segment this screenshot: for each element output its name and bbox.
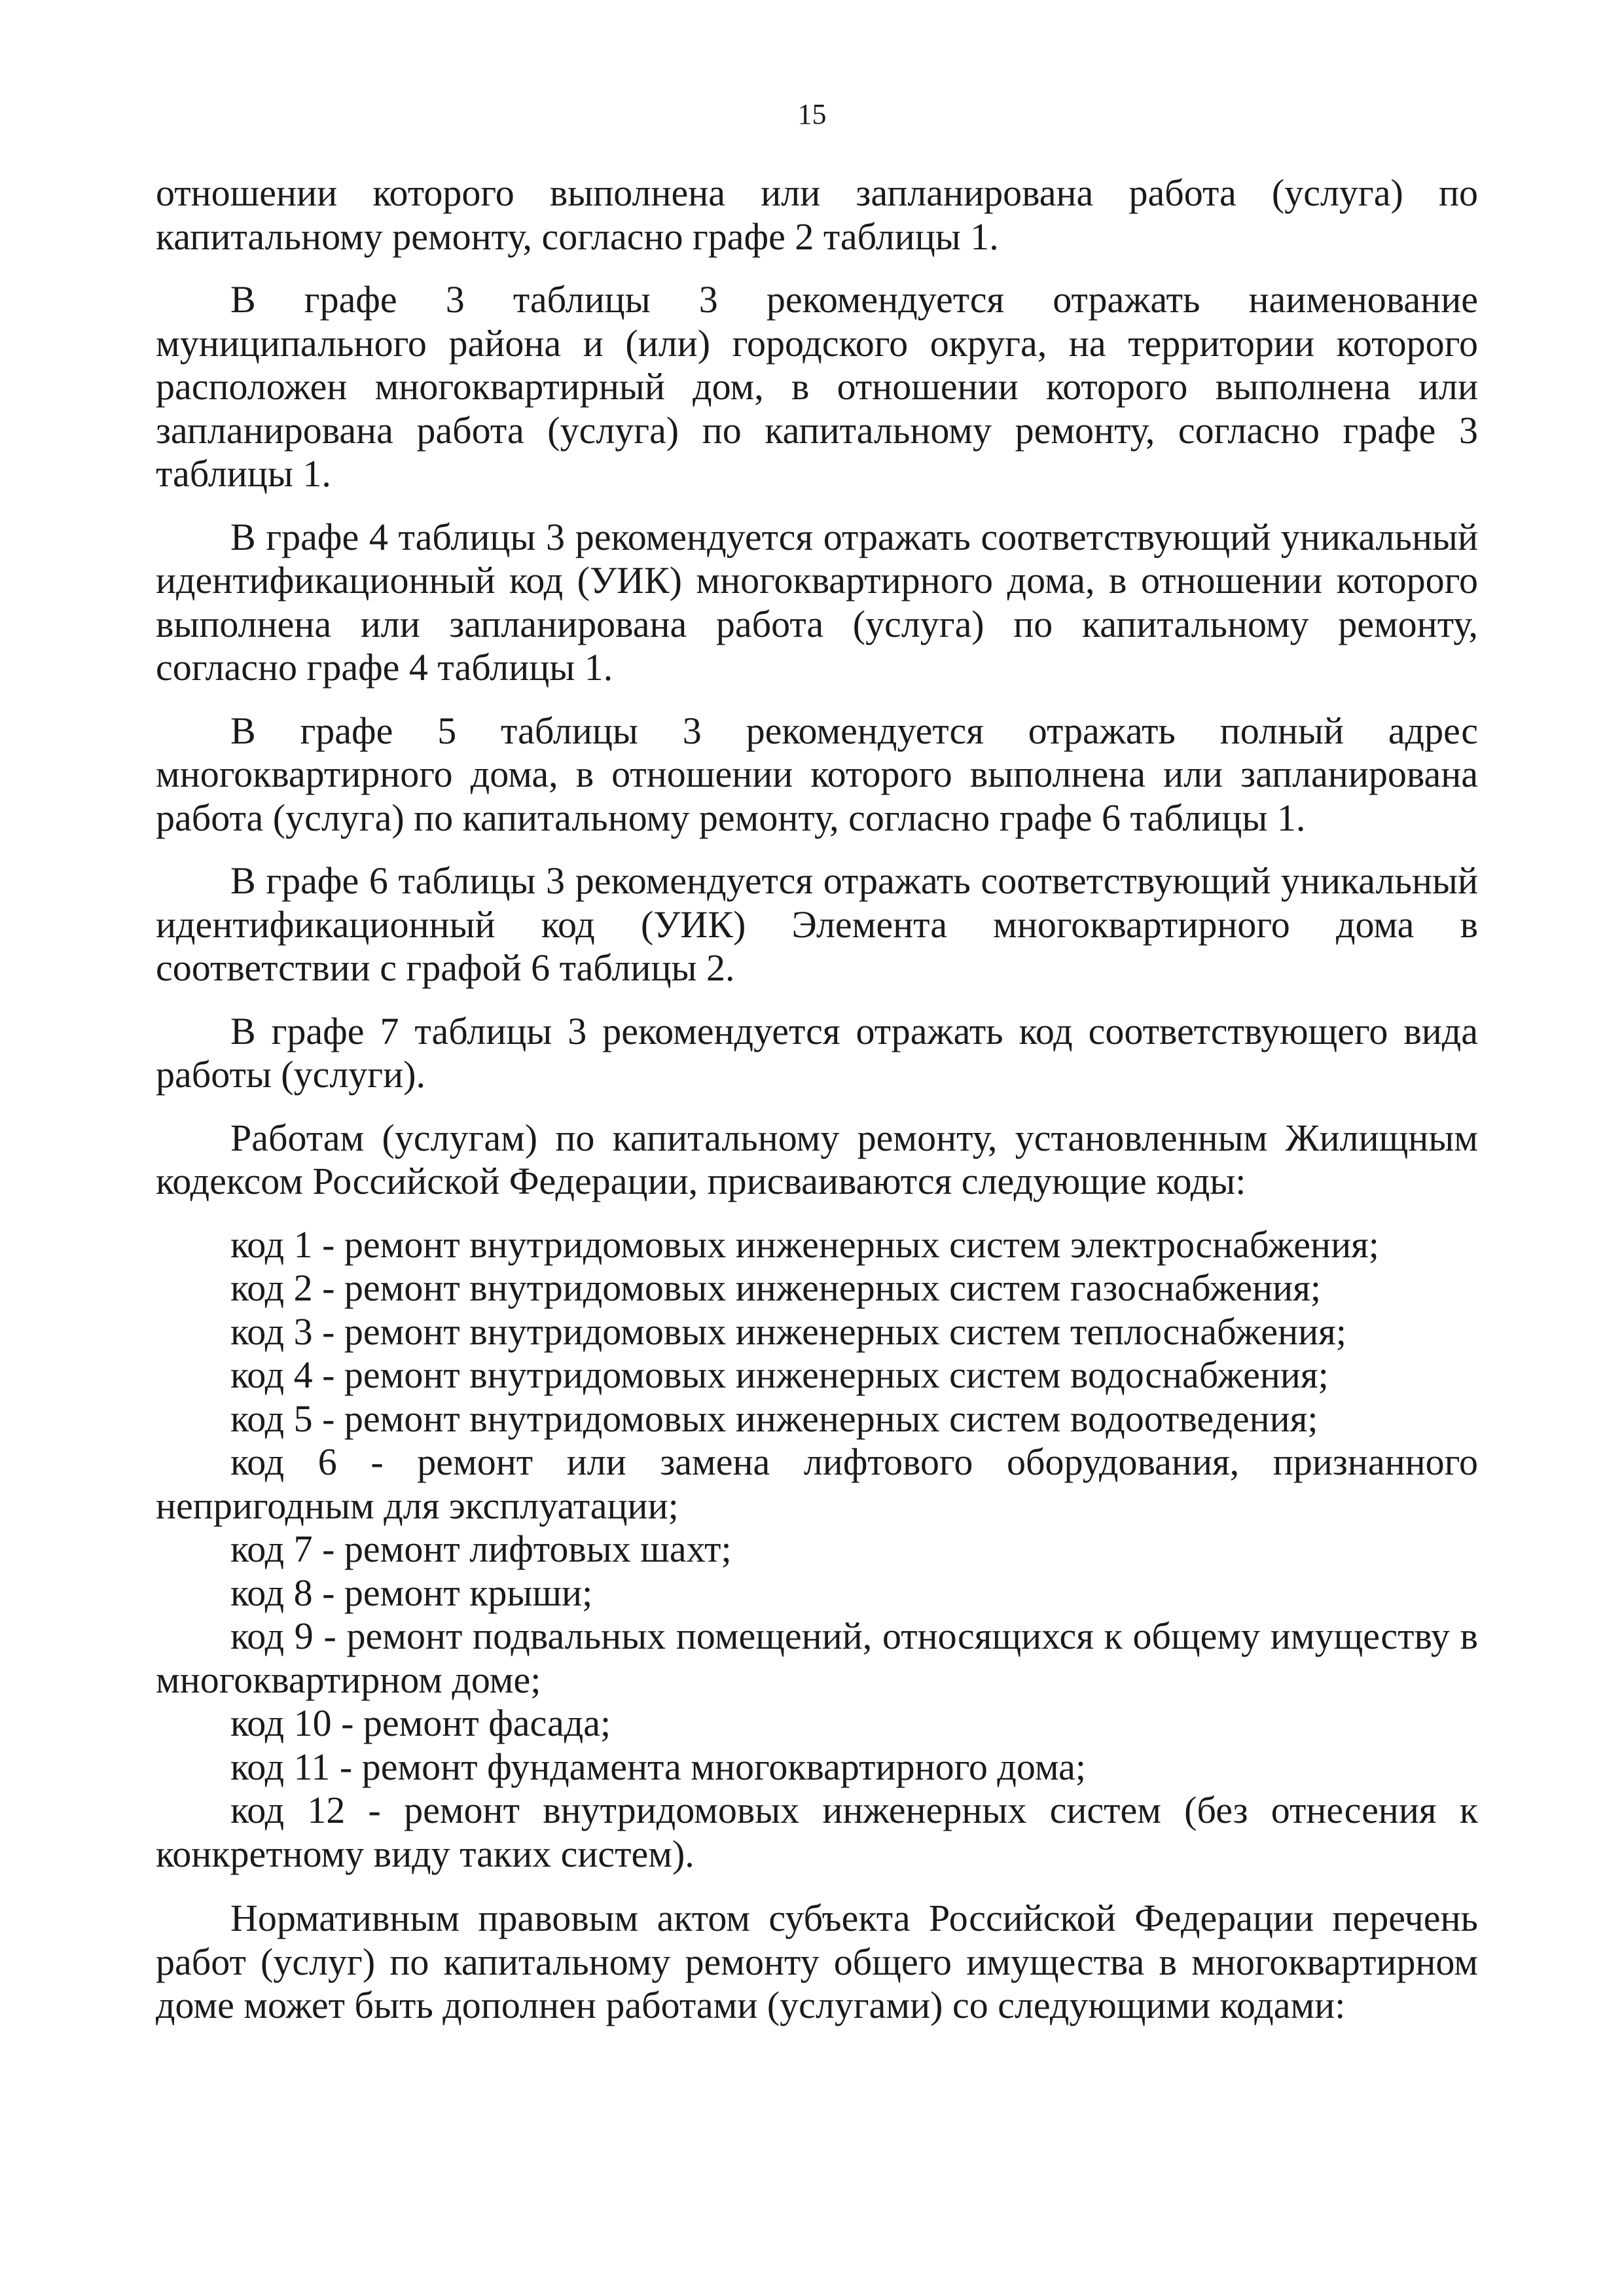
code-item: код 3 - ремонт внутридомовых инженерных систем теплоснабжения;: [230, 1310, 1346, 1353]
code-item: код 7 - ремонт лифтовых шахт;: [230, 1528, 732, 1570]
document-body: [156, 171, 1478, 2047]
paragraph-column-6: В графе 6 таблицы 3 рекомендуется отражать соответствующий уникальный идентификационный код (УИК) Элемента многоквартирного дома в соответствии с графой 6 таблицы 2.: [156, 859, 1478, 989]
code-item: код 12 - ремонт внутридомовых инженерных систем (без отнесения к конкретному виду таких систем).: [156, 1789, 1478, 1875]
code-item: код 4 - ремонт внутридомовых инженерных систем водоснабжения;: [230, 1354, 1329, 1396]
work-codes-list: [156, 1223, 1478, 1876]
paragraph-column-4: В графе 4 таблицы 3 рекомендуется отражать соответствующий уникальный идентификационный код (УИК) многоквартирного дома, в отношении которого выполнена или запланирована работа (услуга) по капитальному ремонту, согласно графе 4 таблицы 1.: [156, 515, 1478, 689]
code-item: код 10 - ремонт фасада;: [230, 1702, 611, 1744]
code-item: код 1 - ремонт внутридомовых инженерных систем электроснабжения;: [230, 1223, 1379, 1266]
code-item: код 9 - ремонт подвальных помещений, относящихся к общему имуществу в многоквартирном доме;: [156, 1615, 1478, 1701]
paragraph-additional-codes: Нормативным правовым актом субъекта Российской Федерации перечень работ (услуг) по капитальному ремонту общего имущества в многоквартирном доме может быть дополнен работами (услугами) со следующими кодами:: [156, 1897, 1478, 2026]
code-item: код 2 - ремонт внутридомовых инженерных систем газоснабжения;: [230, 1266, 1321, 1309]
paragraph-column-3: В графе 3 таблицы 3 рекомендуется отражать наименование муниципального района и (или) городского округа, на территории которого расположен многоквартирный дом, в отношении которого выполнена или запланирована работа (услуга) по капитальному ремонту, согласно графе 3 таблицы 1.: [156, 278, 1478, 495]
paragraph-column-5: В графе 5 таблицы 3 рекомендуется отражать полный адрес многоквартирного дома, в отношении которого выполнена или запланирована работа (услуга) по капитальному ремонту, согласно графе 6 таблицы 1.: [156, 709, 1478, 839]
code-item: код 6 - ремонт или замена лифтового оборудования, признанного непригодным для эксплуатации;: [156, 1441, 1478, 1527]
paragraph-column-7: В графе 7 таблицы 3 рекомендуется отражать код соответствующего вида работы (услуги).: [156, 1009, 1478, 1096]
page-number: 15: [797, 98, 827, 130]
paragraph-codes-intro: Работам (услугам) по капитальному ремонту, установленным Жилищным кодексом Российской Федерации, присваиваются следующие коды:: [156, 1116, 1478, 1202]
code-item: код 11 - ремонт фундамента многоквартирного дома;: [230, 1745, 1086, 1788]
paragraph-continuation: отношении которого выполнена или запланирована работа (услуга) по капитальному ремонту, согласно графе 2 таблицы 1.: [156, 171, 1478, 258]
code-item: код 8 - ремонт крыши;: [230, 1571, 593, 1614]
code-item: код 5 - ремонт внутридомовых инженерных систем водоотведения;: [230, 1397, 1318, 1440]
